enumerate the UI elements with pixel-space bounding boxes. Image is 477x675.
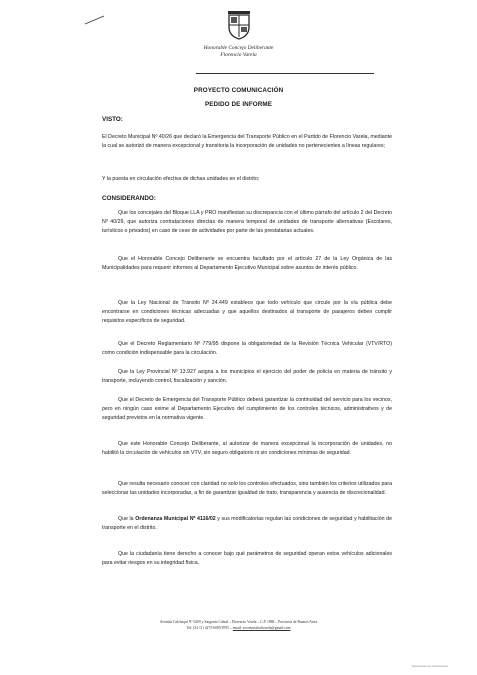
visto-paragraph-2: Y la puesta en circulación efectiva de dichas unidades en el distrito; xyxy=(102,176,260,182)
considerando-paragraph-5: Que la Ley Provincial Nº 13.927 asigna a los municipios el ejercicio del poder de policía en materia de tránsito y transporte, incluyendo control, fiscalización y sanción. xyxy=(102,369,392,384)
footer-contact xyxy=(0,626,477,630)
considerando-paragraph-6: Que el Decreto de Emergencia del Transporte Público deberá garantizar la continuidad del servicio para los vecinos, pero en ningún caso exime al Departamento Ejecutivo del cumplimiento de los controles técnicos, administrativos y de seguridad previstos en la normativa vigente. xyxy=(102,397,392,421)
pen-stroke-mark xyxy=(84,14,106,26)
considerando-paragraph-3: Que la Ley Nacional de Tránsito Nº 24.449 establece que todo vehículo que circule por la vía pública debe encontrarse en condiciones técnicas adecuadas y que aquellos destinados al transporte de pasajeros deben cumplir requisitos específicos de seguridad. xyxy=(102,300,392,324)
visto-paragraph: El Decreto Municipal Nº 40/26 que declaró la Emergencia del Transporte Público en el Partido de Florencio Varela, mediante la cual se autorizó de manera excepcional y transitoria la incorporación de unidades no pertenecientes a líneas regulares; xyxy=(102,134,392,149)
institution-name: Honorable Concejo Deliberante xyxy=(203,45,274,51)
document-title: PROYECTO COMUNICACIÓN xyxy=(193,87,284,94)
document-subtitle: PEDIDO DE INFORME xyxy=(204,101,273,108)
visto-heading: VISTO: xyxy=(102,116,123,123)
footer-address: Avenida Calchaquí Nº 6200 y Sargento Cabral – Florencio Varela – C.P. 1888 – Provincia de Buenos Aires xyxy=(159,620,318,624)
municipal-seal-icon xyxy=(226,10,252,40)
considerando-paragraph-1: Que los concejales del Bloque LLA y PRO manifiestan su discrepancia con el último párrafo del artículo 2 del Decreto Nº 40/29, que autoriza contrataciones directas de manera temporal de unidades de transporte alternativas (Escolares, turísticos o privados) en caso de cese de actividades por parte de las prestatarias actuales. xyxy=(102,210,392,234)
considerando-paragraph-9 xyxy=(102,515,392,533)
considerando-paragraph-7: Que este Honorable Concejo Deliberante, al autorizar de manera excepcional la incorporación de unidades, no habilitó la circulación de vehículos sin VTV, sin seguro obligatorio ni sin condiciones mínimas de seguridad. xyxy=(102,441,392,456)
ordinance-reference: Ordenanza Municipal Nº 4116/02 xyxy=(135,516,216,522)
considerando-heading: CONSIDERANDO: xyxy=(102,195,156,202)
considerando-paragraph-2: Que el Honorable Concejo Deliberante se encuentra facultado por el artículo 27 de la Ley Orgánica de las Municipalidades para requerir informes al Departamento Ejecutivo Municipal sobre asuntos de interés público. xyxy=(102,256,392,271)
scanner-watermark: Escaneado con CamScanner xyxy=(412,664,449,668)
header-divider xyxy=(196,73,374,74)
considerando-paragraph-8: Que resulta necesario conocer con claridad no solo los controles efectuados, sino también los criterios utilizados para seleccionar las unidades incorporadas, a fin de garantizar igualdad de trato, transparencia y ausencia de discrecionalidad. xyxy=(102,481,392,496)
city-name: Florencio Varela xyxy=(220,52,257,58)
ordinance-text-pre: Que la xyxy=(118,516,136,522)
footer-email-link[interactable]: email: secretariahcdvarela@gmail.com xyxy=(232,626,291,630)
footer-phone: Tel: (54 11) 4275-6085/8705 – xyxy=(186,626,232,630)
considerando-paragraph-10: Que la ciudadanía tiene derecho a conocer bajo qué parámetros de seguridad operan estos vehículos adicionales para evitar riesgos en su integridad física. xyxy=(102,551,392,566)
considerando-paragraph-4: Que el Decreto Reglamentario Nº 779/95 dispone la obligatoriedad de la Revisión Técnica Vehicular (VTV/RTO) como condición indispensable para la circulación. xyxy=(102,341,392,356)
ordinance-text-post: y sus modificatorias regulan las condiciones de seguridad y habilitación de transporte en el distrito. xyxy=(102,516,392,531)
